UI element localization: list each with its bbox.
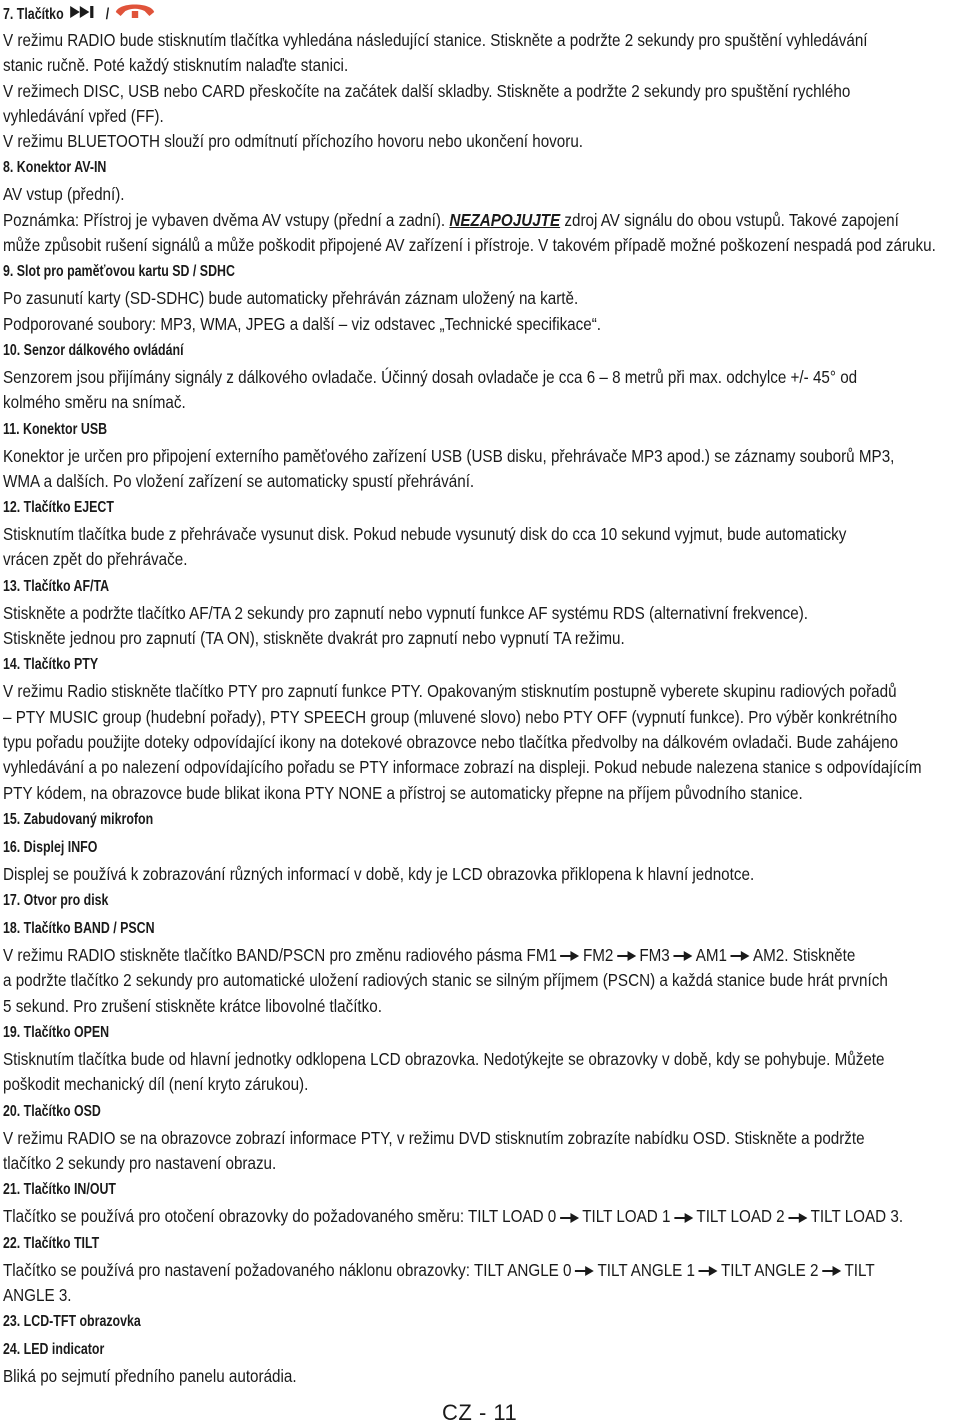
tilt-load-3: TILT LOAD 3. <box>810 1206 904 1227</box>
hang-up-phone-icon <box>113 0 158 30</box>
section-7-heading <box>3 0 767 28</box>
tilt-load-text: Tlačítko se používá pro otočení obrazovky do požadovaného směru: TILT LOAD 0 <box>3 1206 557 1227</box>
text-line <box>3 1204 958 1229</box>
tilt-angle-1: TILT ANGLE 1 <box>597 1259 696 1280</box>
band-am2: AM2. Stiskněte <box>752 945 856 966</box>
right-arrow-icon <box>788 1213 807 1223</box>
section-19-body <box>3 1047 958 1098</box>
tilt-load-1: TILT LOAD 1 <box>582 1206 671 1227</box>
tilt-angle-text: Tlačítko se používá pro nastavení požadovaného náklonu obrazovky: TILT ANGLE 0 <box>3 1259 572 1280</box>
tilt-angle-3-part: TILT <box>844 1259 875 1280</box>
section-14-body <box>3 679 958 805</box>
section-12-heading: 12. Tlačítko EJECT <box>3 499 114 517</box>
section-20-body <box>3 1126 958 1177</box>
text-line: Displej se používá k zobrazování různých informací v době, kdy je LCD obrazovka přiklopena k hlavní jednotce. <box>3 863 755 884</box>
section-15-heading: 15. Zabudovaný mikrofon <box>3 810 154 828</box>
tilt-load-2: TILT LOAD 2 <box>696 1206 785 1227</box>
section-10-body <box>3 365 958 416</box>
text-line: V režimu RADIO se na obrazovce zobrazí informace PTY, v režimu DVD stisknutím zobrazíte nabídku OSD. Stiskněte a podržte <box>3 1127 865 1148</box>
section-21-body <box>3 1204 958 1229</box>
right-arrow-icon <box>575 1266 594 1276</box>
section-19-heading: 19. Tlačítko OPEN <box>3 1024 110 1042</box>
text-line: Stiskněte jednou pro zapnutí (TA ON), stiskněte dvakrát pro zapnutí nebo vypnutí TA režimu. <box>3 628 625 649</box>
section-9-body <box>3 286 958 337</box>
text-line: vrácen zpět do přehrávače. <box>3 549 188 570</box>
section-8-body <box>3 182 958 258</box>
page-number: CZ - 11 <box>442 1400 518 1425</box>
text-line: Konektor je určen pro připojení externího paměťového zařízení USB (USB disku, přehrávače MP3 apod.) se záznamy souborů MP3, <box>3 445 895 466</box>
text-line: ANGLE 3. <box>3 1284 72 1305</box>
text-line: Bliká po sejmutí předního panelu autorádia. <box>3 1366 297 1387</box>
right-arrow-icon <box>617 951 636 961</box>
section-11-heading: 11. Konektor USB <box>3 420 108 438</box>
text-line: AV vstup (přední). <box>3 184 125 205</box>
tilt-angle-2: TILT ANGLE 2 <box>720 1259 819 1280</box>
text-line: a podržte tlačítko 2 sekundy pro automatické uložení radiových stanic se silným příjmem (PSCN) a každá stanice bude hrát prvních <box>3 970 888 991</box>
section-8-heading: 8. Konektor AV-IN <box>3 159 107 177</box>
text-line <box>3 1258 958 1283</box>
right-arrow-icon <box>673 951 692 961</box>
text-line: PTY kódem, na obrazovce bude blikat ikona PTY NONE a přístroj se automaticky přepne na příjem původního stanice. <box>3 782 803 803</box>
text-line: typu pořadu použijte doteky odpovídající ikony na dotekové obrazovce nebo tlačítka předvolby na dálkovém ovladači. Bude zahájeno <box>3 731 899 752</box>
band-fm3: FM3 <box>639 945 670 966</box>
section-12-body <box>3 522 958 573</box>
text-line: kolmého směru na snímač. <box>3 392 186 413</box>
section-7-title: 7. Tlačítko <box>3 6 64 24</box>
section-20-heading: 20. Tlačítko OSD <box>3 1102 101 1120</box>
text-line: Senzorem jsou přijímány signály z dálkového ovladače. Účinný dosah ovladače je cca 6 – 8 metrů při max. odchylce +/- 45° od <box>3 366 858 387</box>
band-fm2: FM2 <box>582 945 614 966</box>
band-sequence-text: V režimu RADIO stiskněte tlačítko BAND/PSCN pro změnu radiového pásma FM1 <box>3 945 557 966</box>
section-9-heading: 9. Slot pro paměťovou kartu SD / SDHC <box>3 263 235 281</box>
text-line <box>3 943 958 968</box>
section-14-heading: 14. Tlačítko PTY <box>3 656 99 674</box>
text-line: V režimu Radio stiskněte tlačítko PTY pro zapnutí funkce PTY. Opakovaným stisknutím postupně vyberete skupinu radiových pořadů <box>3 681 897 702</box>
text-line: tlačítko 2 sekundy pro nastavení obrazu. <box>3 1152 277 1173</box>
text-line: Stisknutím tlačítka bude od hlavní jednotky odklopena LCD obrazovka. Nedotýkejte se obrazovky v době, kdy se pohybuje. Můžete <box>3 1049 885 1070</box>
text-line: WMA a dalších. Po vložení zařízení se automaticky spustí přehrávání. <box>3 470 475 491</box>
manual-page <box>3 0 958 1389</box>
text-line: Podporované soubory: MP3, WMA, JPEG a další – viz odstavec „Technické specifikace“. <box>3 313 602 334</box>
section-22-body <box>3 1258 958 1309</box>
text-line: stanic ručně. Poté každý stisknutím nalaďte stanici. <box>3 55 349 76</box>
section-17-heading: 17. Otvor pro disk <box>3 892 109 910</box>
right-arrow-icon <box>822 1266 841 1276</box>
text-line: – PTY MUSIC group (hudební pořady), PTY SPEECH group (mluvené slovo) nebo PTY OFF (vypnutí funkce). Pro výběr konkrétního <box>3 706 898 727</box>
section-22-heading: 22. Tlačítko TILT <box>3 1234 100 1252</box>
text-line: Stisknutím tlačítka bude z přehrávače vysunut disk. Pokud nebude vysunutý disk do cca 10 sekund vyjmut, bude automaticky <box>3 524 847 545</box>
text-line: může způsobit rušení signálů a může poškodit připojené AV zařízení i přístroje. V takovém případě možné poškození nespadá pod záruku. <box>3 235 936 256</box>
section-21-heading: 21. Tlačítko IN/OUT <box>3 1181 117 1199</box>
note-text: Poznámka: Přístroj je vybaven dvěma AV vstupy (přední a zadní). <box>3 209 446 230</box>
note-text-cont: zdroj AV signálu do obou vstupů. Takové zapojení <box>564 209 899 230</box>
right-arrow-icon <box>674 1213 693 1223</box>
section-24-body <box>3 1364 958 1389</box>
text-line: V režimech DISC, USB nebo CARD přeskočíte na začátek další skladby. Stiskněte a podržte 2 sekundy pro spuštění rychlého <box>3 80 851 101</box>
text-line: vyhledávání vpřed (FF). <box>3 105 164 126</box>
section-16-body <box>3 862 958 887</box>
text-line: poškodit mechanický díl (není kryto zárukou). <box>3 1074 309 1095</box>
text-line: vyhledávání a po nalezení odpovídajícího pořadu se PTY informace zobrazí na displeji. Pokud nebude nalezena stanice s odpovídajícím <box>3 757 922 778</box>
right-arrow-icon <box>730 951 749 961</box>
text-line: Po zasunutí karty (SD-SDHC) bude automaticky přehráván záznam uložený na kartě. <box>3 288 579 309</box>
section-18-body <box>3 943 958 1019</box>
section-7-slash: / <box>105 6 110 24</box>
right-arrow-icon <box>698 1266 717 1276</box>
text-line <box>3 208 958 233</box>
next-track-icon <box>67 1 102 29</box>
text-line: Stiskněte a podržte tlačítko AF/TA 2 sekundy pro zapnutí nebo vypnutí funkce AF systému RDS (alternativní frekvence). <box>3 602 809 623</box>
section-24-heading: 24. LED indicator <box>3 1341 105 1359</box>
text-line: 5 sekund. Pro zrušení stiskněte krátce libovolné tlačítko. <box>3 995 382 1016</box>
right-arrow-icon <box>560 951 579 961</box>
warning-text: NEZAPOJUJTE <box>449 209 561 230</box>
section-18-heading: 18. Tlačítko BAND / PSCN <box>3 920 155 938</box>
band-am1: AM1 <box>695 945 728 966</box>
section-10-heading: 10. Senzor dálkového ovládání <box>3 341 184 359</box>
section-13-body <box>3 601 958 652</box>
section-11-body <box>3 444 958 495</box>
text-line: V režimu RADIO bude stisknutím tlačítka vyhledána následující stanice. Stiskněte a podržte 2 sekundy pro spuštění vyhledávání <box>3 30 868 50</box>
right-arrow-icon <box>560 1213 579 1223</box>
section-7-body <box>3 28 958 154</box>
text-line: V režimu BLUETOOTH slouží pro odmítnutí příchozího hovoru nebo ukončení hovoru. <box>3 131 584 152</box>
section-23-heading: 23. LCD-TFT obrazovka <box>3 1313 141 1331</box>
section-13-heading: 13. Tlačítko AF/TA <box>3 577 110 595</box>
section-16-heading: 16. Displej INFO <box>3 838 98 856</box>
